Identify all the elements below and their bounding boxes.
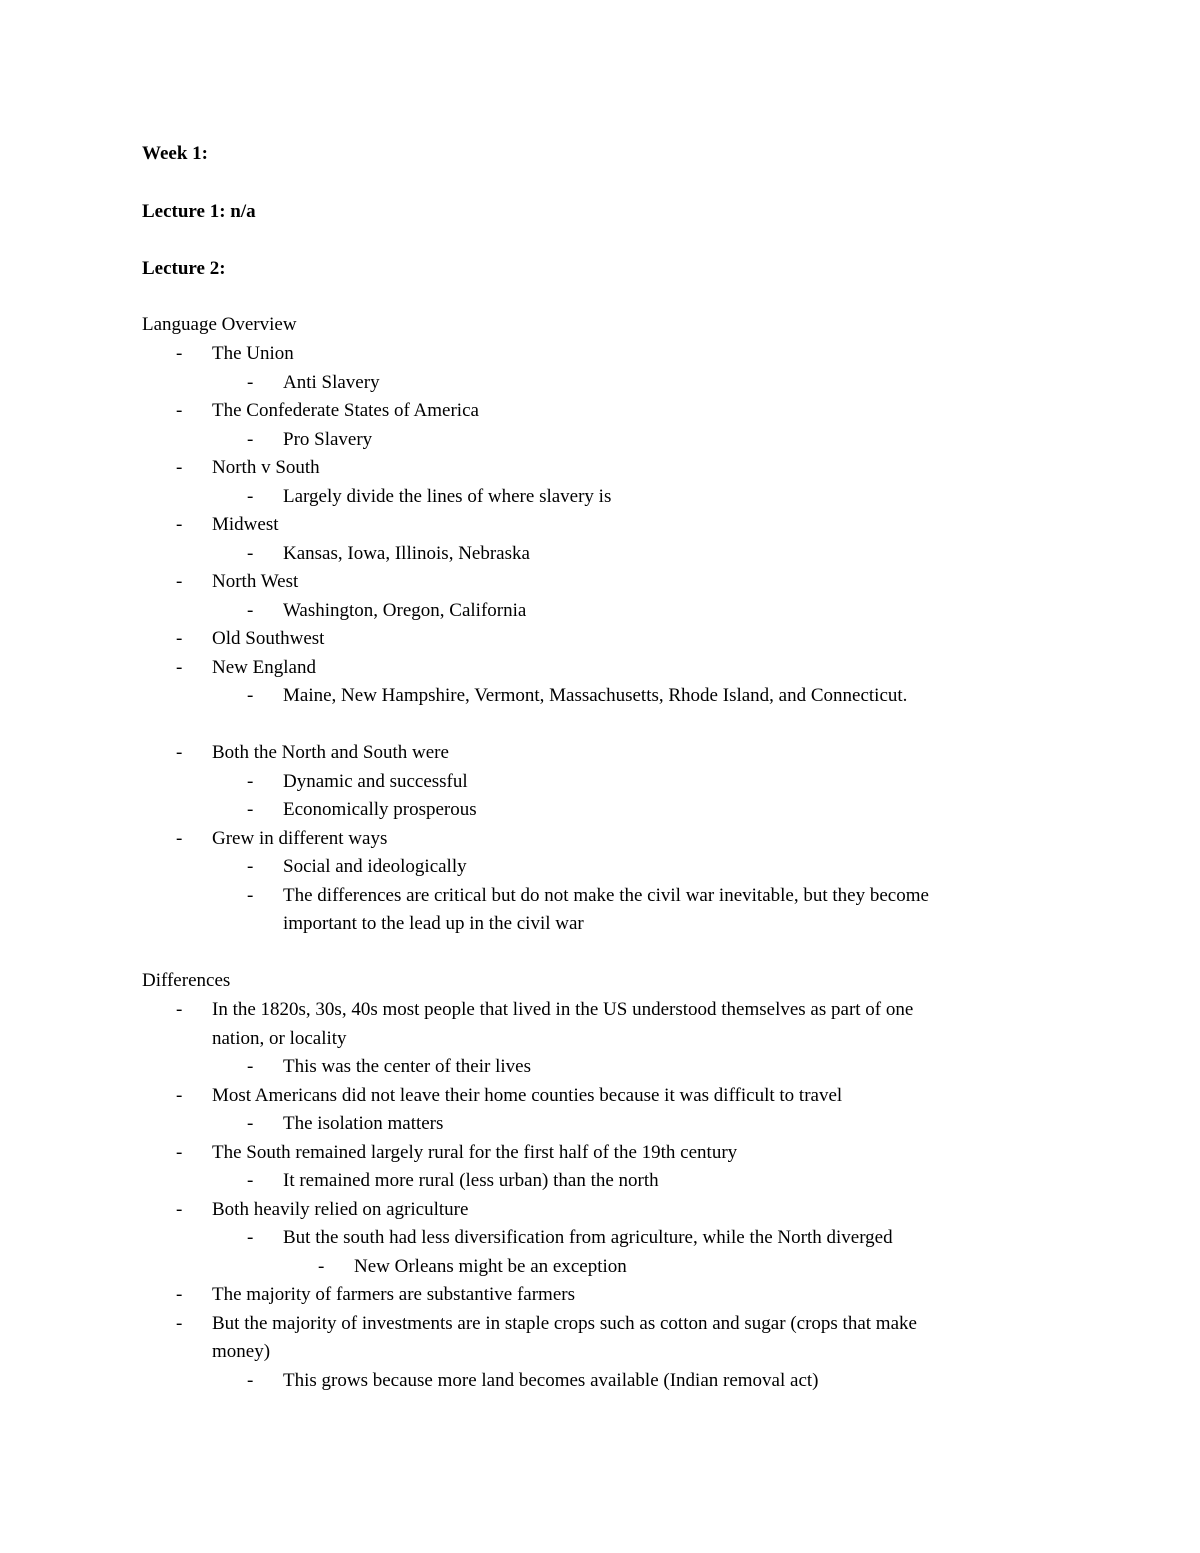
list-item-text: Dynamic and successful	[283, 770, 468, 792]
list-item-continuation: important to the lead up in the civil war	[283, 913, 584, 934]
bullet-dash: -	[247, 685, 254, 706]
lecture2-heading: Lecture 2:	[142, 258, 226, 279]
bullet-dash: -	[247, 1170, 254, 1191]
list-item-text: North v South	[212, 457, 320, 478]
bullet-dash: -	[247, 770, 254, 792]
bullet-dash: -	[176, 571, 183, 592]
list-item-text: Economically prosperous	[283, 799, 477, 820]
week-heading: Week 1:	[142, 143, 208, 164]
list-item-text: This grows because more land becomes available (Indian removal act)	[283, 1369, 819, 1391]
bullet-dash: -	[176, 343, 183, 364]
bullet-dash: -	[176, 1141, 183, 1163]
bullet-dash: -	[176, 628, 183, 649]
bullet-dash: -	[176, 742, 183, 763]
bullet-dash: -	[176, 514, 183, 535]
list-item-text: Kansas, Iowa, Illinois, Nebraska	[283, 542, 530, 564]
bullet-dash: -	[176, 457, 183, 478]
bullet-dash: -	[176, 1312, 183, 1334]
overview-title: Language Overview	[142, 314, 297, 335]
bullet-dash: -	[247, 1113, 254, 1134]
list-item-text: Both heavily relied on agriculture	[212, 1198, 469, 1220]
list-item-text: Old Southwest	[212, 628, 325, 649]
bullet-dash: -	[247, 799, 254, 820]
list-item-text: The differences are critical but do not make the civil war inevitable, but they become	[283, 884, 929, 906]
bullet-dash: -	[247, 1369, 254, 1391]
differences-title: Differences	[142, 970, 231, 991]
bullet-dash: -	[318, 1255, 325, 1277]
list-item-text: The majority of farmers are substantive farmers	[212, 1284, 575, 1305]
bullet-dash: -	[176, 1284, 183, 1305]
list-item-text: The Confederate States of America	[212, 400, 479, 421]
list-item-text: It remained more rural (less urban) than the north	[283, 1170, 659, 1191]
list-item-continuation: nation, or locality	[212, 1027, 347, 1049]
lecture1-heading: Lecture 1: n/a	[142, 201, 256, 222]
list-item-text: Largely divide the lines of where slavery is	[283, 485, 612, 507]
bullet-dash: -	[247, 1056, 254, 1077]
list-item-text: Most Americans did not leave their home counties because it was difficult to travel	[212, 1084, 843, 1106]
list-item-text: Midwest	[212, 514, 279, 535]
bullet-dash: -	[247, 428, 254, 450]
bullet-dash: -	[176, 827, 183, 849]
list-item-text: Social and ideologically	[283, 856, 467, 877]
list-item-text: But the majority of investments are in staple crops such as cotton and sugar (crops that make	[212, 1312, 917, 1334]
bullet-dash: -	[247, 485, 254, 507]
list-item-text: Pro Slavery	[283, 428, 373, 450]
bullet-dash: -	[247, 542, 254, 564]
list-item-text: The South remained largely rural for the first half of the 19th century	[212, 1141, 738, 1163]
bullet-dash: -	[247, 599, 254, 621]
bullet-dash: -	[247, 884, 254, 906]
list-item-text: North West	[212, 571, 299, 592]
bullet-dash: -	[176, 656, 183, 678]
list-item-text: In the 1820s, 30s, 40s most people that lived in the US understood themselves as part of one	[212, 999, 914, 1020]
bullet-dash: -	[247, 1227, 254, 1248]
bullet-dash: -	[247, 371, 254, 393]
bullet-dash: -	[176, 1084, 183, 1106]
list-item-text: Maine, New Hampshire, Vermont, Massachusetts, Rhode Island, and Connecticut.	[283, 685, 908, 706]
list-item-text: Grew in different ways	[212, 827, 388, 849]
list-item-text: New England	[212, 656, 316, 678]
bullet-dash: -	[176, 1198, 183, 1220]
list-item-text: Anti Slavery	[283, 371, 380, 393]
list-item-text: This was the center of their lives	[283, 1056, 531, 1077]
bullet-dash: -	[176, 400, 183, 421]
list-item-text: But the south had less diversification from agriculture, while the North diverged	[283, 1227, 893, 1248]
bullet-dash: -	[247, 856, 254, 877]
list-item-continuation: money)	[212, 1341, 271, 1362]
list-item-text: The isolation matters	[283, 1113, 444, 1134]
list-item-text: Washington, Oregon, California	[283, 599, 527, 621]
list-item-text: New Orleans might be an exception	[354, 1255, 627, 1277]
bullet-dash: -	[176, 999, 183, 1020]
list-item-text: Both the North and South were	[212, 742, 449, 763]
list-item-text: The Union	[212, 343, 294, 364]
